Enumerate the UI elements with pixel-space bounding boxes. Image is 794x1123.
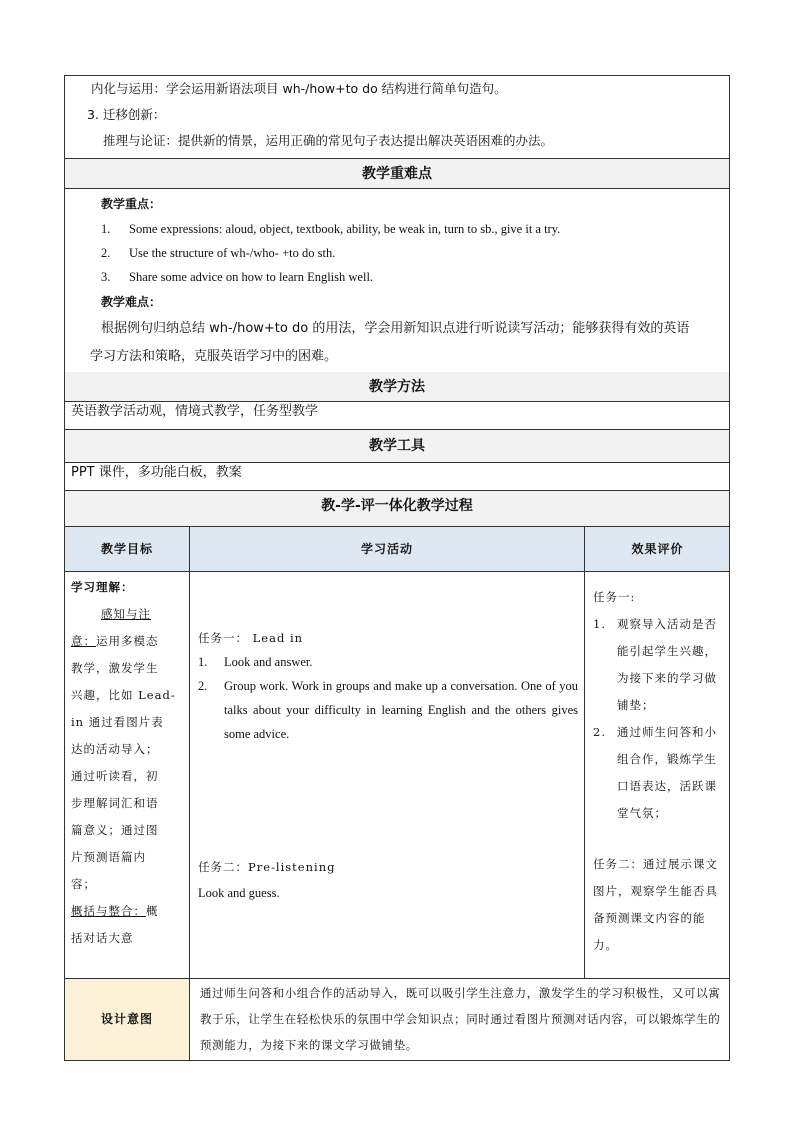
- focus-item: [101, 217, 719, 241]
- task1-item: [198, 650, 578, 674]
- goal-line: 教学，激发学生: [71, 661, 159, 675]
- eval-item: [593, 611, 724, 719]
- eval-task2: 任务二：通过展示课文图片，观察学生能否具备预测课文内容的能力。: [593, 857, 718, 952]
- goal-line: in 通过看图片表: [71, 715, 164, 729]
- eval-task1-title: 任务一:: [593, 590, 636, 604]
- goal-line: 概: [146, 904, 159, 918]
- focus-item: [101, 265, 719, 289]
- eval-item: [593, 719, 724, 827]
- task2-title: 任务二：Pre-listening: [198, 860, 336, 874]
- goal-line: 兴趣，比如 Lead-: [71, 688, 176, 702]
- difficulty-title: 教学难点：: [101, 295, 162, 309]
- tools-header: 教学工具: [64, 430, 730, 463]
- method-header: 教学方法: [64, 372, 730, 402]
- goal-line: 容；: [71, 877, 96, 891]
- design-label: 设计意图: [65, 979, 190, 1060]
- focus-list: [101, 217, 719, 289]
- objective-line-internalize: 内化与运用：学会运用新语法项目 wh-/how+to do 结构进行简单句造句。: [91, 81, 507, 96]
- eval-item-number: 1.: [593, 617, 606, 631]
- difficulty-text-1: 根据例句归纳总结 wh-/how+to do 的用法，学会用新知识点进行听说读写活动；能够获得有效的英语: [101, 321, 690, 336]
- goal-cell: [65, 572, 190, 978]
- focus-item: [101, 241, 719, 265]
- method-text: 英语教学活动观，情境式教学，任务型教学: [64, 402, 730, 430]
- focus-item-text: Share some advice on how to learn English well.: [129, 270, 374, 284]
- objective-line-transfer: 3. 迁移创新：: [87, 107, 166, 122]
- goal-subtitle-perceive-tail: 意：: [71, 634, 96, 648]
- process-column-headers: [64, 527, 730, 572]
- activity-cell: [190, 572, 585, 978]
- focus-item-number: 3.: [101, 270, 111, 284]
- process-row: [64, 572, 730, 979]
- objective-line-reasoning: 推理与论证：提供新的情景，运用正确的常见句子表达提出解决英语困难的办法。: [103, 133, 554, 148]
- goal-subtitle-perceive: 感知与注: [101, 607, 151, 621]
- difficulty-text-2: 学习方法和策略，克服英语学习中的困难。: [90, 349, 338, 364]
- column-evaluation: 效果评价: [631, 542, 684, 556]
- focus-item-number: 1.: [101, 222, 111, 236]
- focus-item-text: Some expressions: aloud, object, textbook, ability, be weak in, turn to sb., give it a try.: [129, 222, 561, 236]
- design-text: 通过师生问答和小组合作的活动导入，既可以吸引学生注意力，激发学生的学习积极性，又可以寓教于乐，让学生在轻松快乐的氛围中学会知识点；同时通过看图片预测对话内容，可以锻炼学生的预测能力，为接下来的课文学习做铺垫。: [200, 986, 721, 1052]
- column-activity: 学习活动: [190, 527, 585, 571]
- task1-item-number: 1.: [198, 655, 208, 669]
- objectives-continuation: [64, 75, 730, 159]
- goal-line: 括对话大意: [71, 931, 134, 945]
- key-points-header: 教学重难点: [64, 159, 730, 189]
- goal-line: 达的活动导入；: [71, 742, 159, 756]
- column-goal: 教学目标: [65, 527, 190, 571]
- focus-title: 教学重点：: [101, 197, 162, 211]
- goal-line: 通过听读看，初: [71, 769, 159, 783]
- task2-text: Look and guess.: [198, 886, 280, 900]
- task1-item: [198, 674, 578, 746]
- evaluation-cell: [585, 572, 730, 978]
- goal-title: 学习理解：: [71, 580, 134, 594]
- task1-item-number: 2.: [198, 679, 208, 693]
- eval-item-number: 2.: [593, 725, 606, 739]
- tools-text: PPT 课件，多功能白板，教案: [64, 463, 730, 491]
- task1-item-text: Look and answer.: [224, 655, 313, 669]
- goal-line: 运用多模态: [96, 634, 159, 648]
- eval-item-text: 观察导入活动是否能引起学生兴趣，为接下来的学习做铺垫；: [617, 617, 717, 712]
- design-row: [64, 979, 730, 1061]
- process-header: 教-学-评一体化教学过程: [64, 491, 730, 527]
- eval-item-text: 通过师生问答和小组合作，锻炼学生口语表达，活跃课堂气氛；: [617, 725, 717, 820]
- task1-title: 任务一： Lead in: [198, 631, 304, 645]
- goal-line: 步理解词汇和语: [71, 796, 159, 810]
- task1-item-text: Group work. Work in groups and make up a conversation. One of you talks about your difficulty in learning English and the others gives some advice.: [224, 679, 578, 741]
- focus-item-number: 2.: [101, 246, 111, 260]
- goal-line: 篇意义；通过图: [71, 823, 159, 837]
- goal-subtitle-summarize: 概括与整合：: [71, 904, 146, 918]
- focus-item-text: Use the structure of wh-/who- +to do sth.: [129, 246, 336, 260]
- goal-line: 片预测语篇内: [71, 850, 146, 864]
